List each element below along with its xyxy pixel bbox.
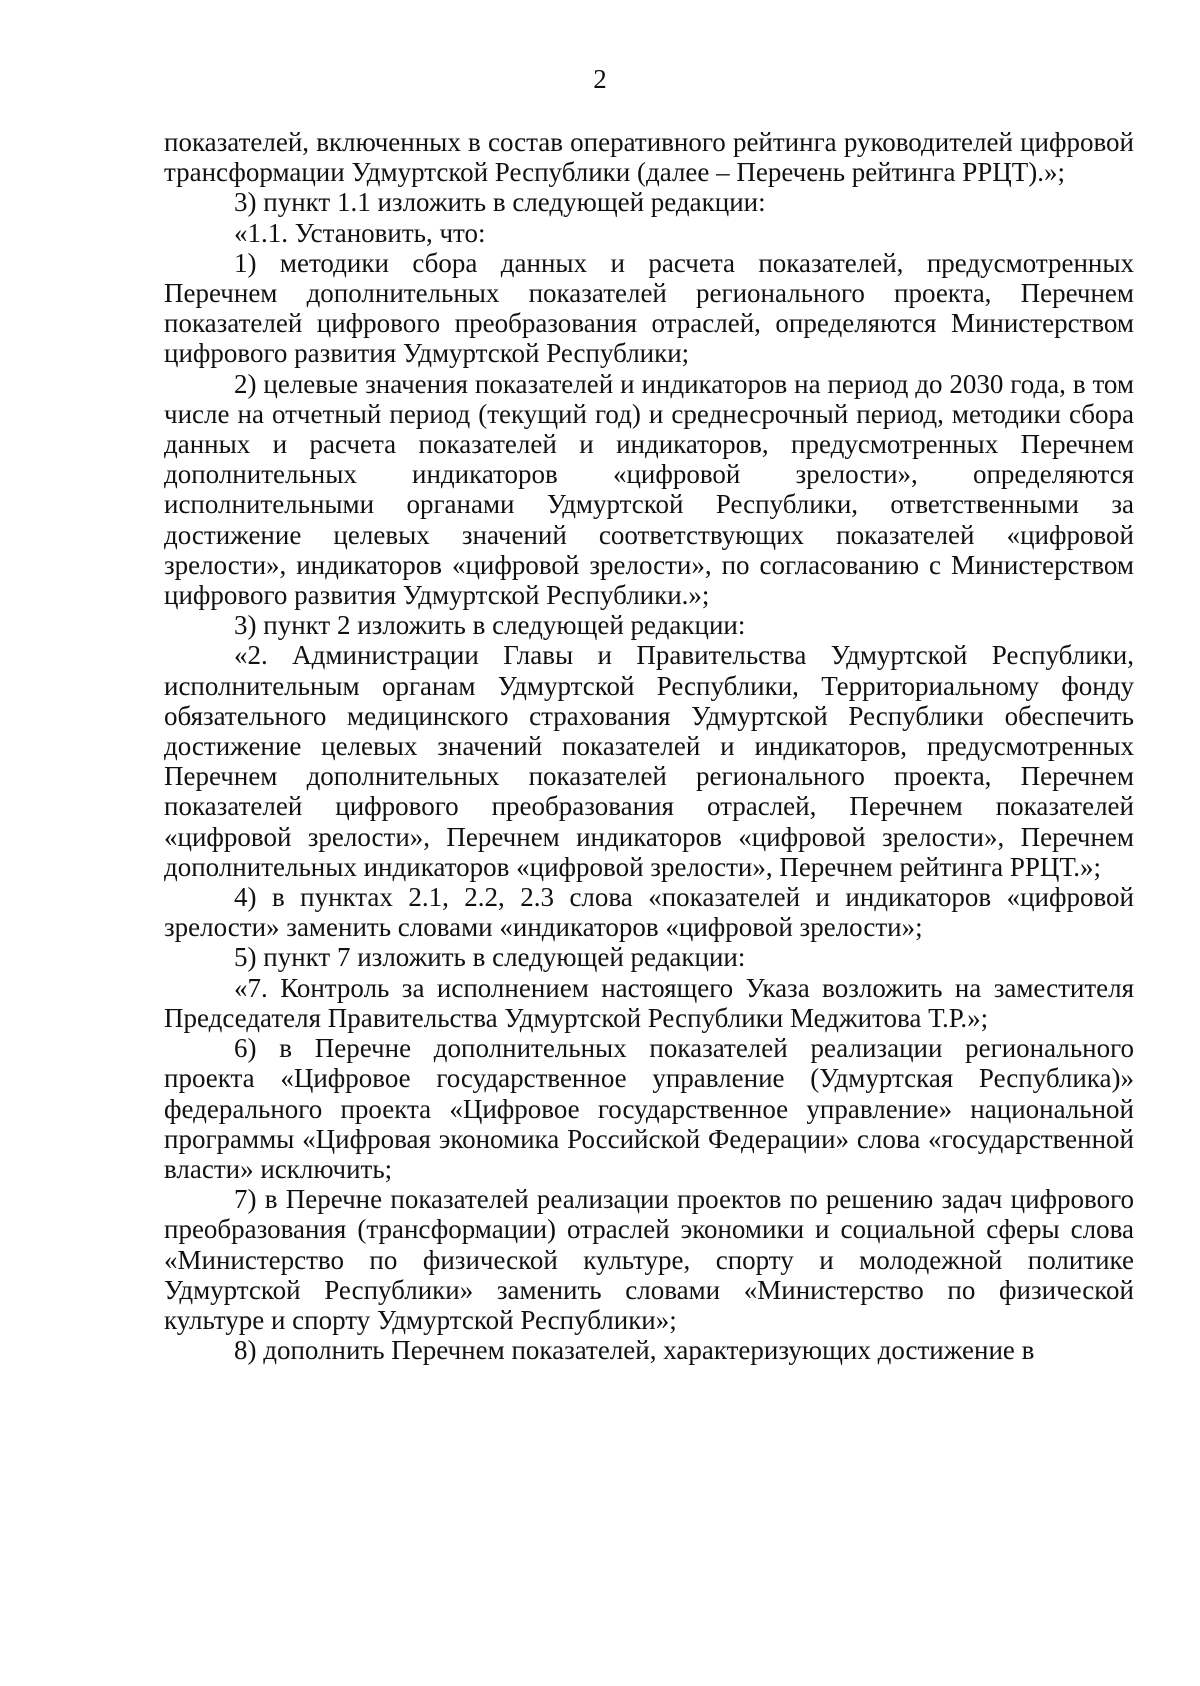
paragraph-subitem-1-methods: 1) методики сбора данных и расчета показателей, предусмотренных Перечнем дополнительных показателей регионального проекта, Перечнем показателей цифрового преобразования отраслей, определяются Министерством цифрового развития Удмуртской Республики;	[164, 247, 1134, 369]
paragraph-clause-7-text: «7. Контроль за исполнением настоящего Указа возложить на заместителя Председателя Правительства Удмуртской Республики Меджитова Т.Р.»;	[164, 972, 1134, 1033]
paragraph-item-7: 7) в Перечне показателей реализации проектов по решению задач цифрового преобразования (трансформации) отраслей экономики и социальной сферы слова «Министерство по физической культуре, спорту и молодежной политике Удмуртской Республики» заменить словами «Министерство по физической культуре и спорту Удмуртской Республики»;	[164, 1184, 1134, 1335]
paragraph-continuation: показателей, включенных в состав оперативного рейтинга руководителей цифровой трансформации Удмуртской Республики (далее – Перечень рейтинга РРЦТ).»;	[164, 127, 1134, 188]
paragraph-item-5: 5) пункт 7 изложить в следующей редакции:	[234, 942, 746, 973]
paragraph-item-3-clause-1-1: 3) пункт 1.1 изложить в следующей редакции:	[234, 187, 766, 218]
paragraph-clause-2-text: «2. Администрации Главы и Правительства Удмуртской Республики, исполнительным органам Удмуртской Республики, Территориальному фонду обязательного медицинского страхования Удмуртской Республики обеспечить достижение целевых значений показателей и индикаторов, предусмотренных Перечнем дополнительных показателей регионального проекта, Перечнем показателей цифрового преобразования отраслей, Перечнем показателей «цифровой зрелости», Перечнем индикаторов «цифровой зрелости», Перечнем дополнительных индикаторов «цифровой зрелости», Перечнем рейтинга РРЦТ.»;	[164, 640, 1134, 882]
document-body	[164, 127, 1134, 1365]
paragraph-clause-1-1-heading: «1.1. Установить, что:	[234, 217, 486, 248]
page-number: 2	[593, 64, 607, 94]
paragraph-item-4: 4) в пунктах 2.1, 2.2, 2.3 слова «показателей и индикаторов «цифровой зрелости» заменить словами «индикаторов «цифровой зрелости»;	[164, 882, 1134, 943]
paragraph-item-3-clause-2: 3) пункт 2 изложить в следующей редакции:	[234, 610, 746, 641]
paragraph-item-8: 8) дополнить Перечнем показателей, характеризующих достижение в	[234, 1335, 1035, 1366]
paragraph-subitem-2-targets: 2) целевые значения показателей и индикаторов на период до 2030 года, в том числе на отчетный период (текущий год) и среднесрочный период, методики сбора данных и расчета показателей и индикаторов, предусмотренных Перечнем дополнительных индикаторов «цифровой зрелости», определяются исполнительными органами Удмуртской Республики, ответственными за достижение целевых значений соответствующих показателей «цифровой зрелости», индикаторов «цифровой зрелости», по согласованию с Министерством цифрового развития Удмуртской Республики.»;	[164, 368, 1134, 611]
paragraph-item-6: 6) в Перечне дополнительных показателей реализации регионального проекта «Цифровое государственное управление (Удмуртская Республика)» федерального проекта «Цифровое государственное управление» национальной программы «Цифровая экономика Российской Федерации» слова «государственной власти» исключить;	[164, 1033, 1134, 1184]
